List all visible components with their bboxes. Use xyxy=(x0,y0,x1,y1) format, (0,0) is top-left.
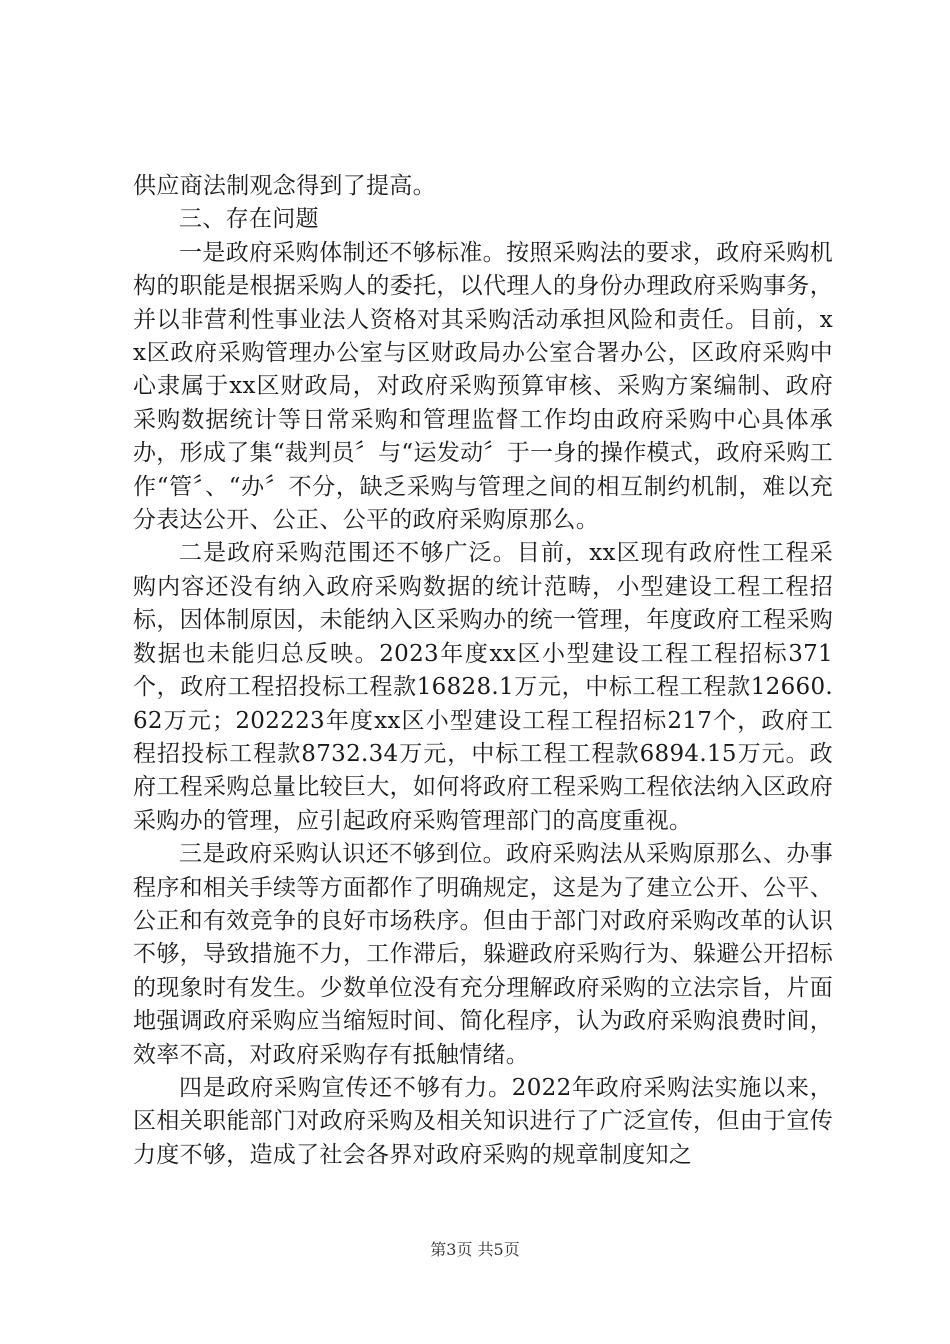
paragraph-issue-1: 一是政府采购体制还不够标准。按照采购法的要求，政府采购机构的职能是根据采购人的委托，以代理人的身份办理政府采购事务，并以非营利性事业法人资格对其采购活动承担风险和责任。目前，xx区政府采购管理办公室与区财政局办公室合署办公，区政府采购中心隶属于xx区财政局，对政府采购预算审核、采购方案编制、政府采购数据统计等日常采购和管理监督工作均由政府采购中心具体承办，形成了集“裁判员〞与“运发动〞于一身的操作模式，政府采购工作“管〞、“办〞不分，缺乏采购与管理之间的相互制约机制，难以充分表达公开、公正、公平的政府采购原那么。 xyxy=(133,239,833,534)
section-heading: 三、存在问题 xyxy=(179,206,319,233)
document-body xyxy=(133,170,833,1172)
paragraph-issue-2: 二是政府采购范围还不够广泛。目前，xx区现有政府性工程采购内容还没有纳入政府采购数据的统计范畴，小型建设工程工程招标，因体制原因，未能纳入区采购办的统一管理，年度政府工程采购数据也未能归总反映。2023年度xx区小型建设工程工程招标371个，政府工程招投标工程款16828.1万元，中标工程工程款12660.62万元；202223年度xx区小型建设工程工程招标217个，政府工程招投标工程款8732.34万元，中标工程工程款6894.15万元。政府工程采购总量比较巨大，如何将政府工程采购工程依法纳入区政府采购办的管理，应引起政府采购管理部门的高度重视。 xyxy=(133,540,833,834)
page-number-footer: 第3页 共5页 xyxy=(430,1240,520,1259)
paragraph-issue-4: 四是政府采购宣传还不够有力。2022年政府采购法实施以来，区相关职能部门对政府采购及相关知识进行了广泛宣传，但由于宣传力度不够，造成了社会各界对政府采购的规章制度知之 xyxy=(133,1074,833,1168)
paragraph-continuation: 供应商法制观念得到了提高。 xyxy=(133,173,436,199)
paragraph-issue-3: 三是政府采购认识还不够到位。政府采购法从采购原那么、办事程序和相关手续等方面都作了明确规定，这是为了建立公开、公平、公正和有效竞争的良好市场秩序。但由于部门对政府采购改革的认识不够，导致措施不力，工作滞后，躲避政府采购行为、躲避公开招标的现象时有发生。少数单位没有充分理解政府采购的立法宗旨，片面地强调政府采购应当缩短时间、简化程序，认为政府采购浪费时间，效率不高，对政府采购存有抵触情绪。 xyxy=(133,841,833,1068)
